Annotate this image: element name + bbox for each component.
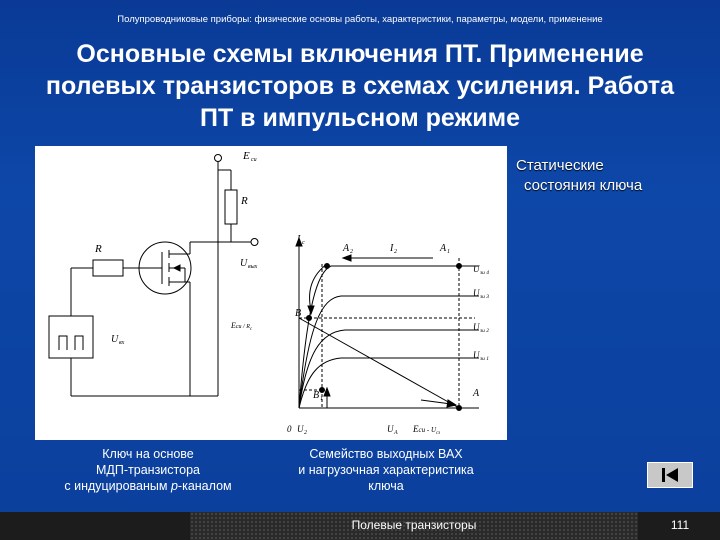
label-curve-u1-sub: зи 1: [480, 356, 490, 362]
label-r-load: R: [241, 195, 248, 207]
label-curve-u1: U: [473, 350, 480, 360]
title-line-3: ПТ в импульсном режиме: [199, 104, 520, 132]
label-b1-sub: 1: [320, 396, 323, 402]
point-b: [307, 316, 312, 321]
label-a2-sub: 2: [350, 249, 353, 255]
label-e-minus-u: Eси - $U_{сз}$: [413, 424, 441, 436]
supply-terminal: [215, 155, 222, 162]
footer-title: Полевые транзисторы: [351, 518, 477, 532]
circuit-caption-line-2: МДП-транзистора: [96, 463, 200, 477]
output-terminal: [251, 239, 258, 246]
label-u2: U: [297, 424, 304, 434]
gate-resistor: [93, 260, 123, 276]
output-characteristics: [296, 238, 479, 411]
label-u-in: U: [111, 334, 119, 345]
skip-to-start-icon: [659, 466, 681, 484]
label-ep-rc: Eси / $R_c$: [231, 321, 253, 332]
label-r-gate: R: [95, 243, 102, 255]
label-origin: 0: [287, 424, 292, 434]
figure-panel: [35, 146, 507, 440]
label-ic: I: [297, 234, 301, 245]
label-u1: U: [387, 424, 394, 434]
label-a1-sub: 1: [447, 249, 450, 255]
load-line: [299, 318, 459, 408]
point-b1: [320, 388, 325, 393]
course-topline: Полупроводниковые приборы: физические основы работы, характеристики, параметры, модели, применение: [117, 14, 603, 25]
label-i2-sub: 2: [394, 249, 397, 255]
input-generator: [49, 316, 93, 358]
switch-circuit: [49, 155, 258, 397]
point-a: [457, 406, 462, 411]
side-caption-line-2: состояния ключа: [524, 177, 643, 194]
label-u-in-sub: вх: [119, 340, 125, 346]
point-a1: [457, 264, 462, 269]
label-a2: A: [343, 243, 350, 254]
title-line-2: полевых транзисторов в схемах усиления. Работа: [45, 72, 675, 100]
label-b1: B: [313, 390, 320, 401]
label-i2: I: [390, 243, 394, 254]
label-curve-u3-sub: зи 3: [480, 294, 490, 300]
label-e-supply: E: [243, 150, 250, 162]
side-caption-line-1: Статические: [516, 157, 604, 174]
load-resistor: [225, 190, 237, 224]
vax-caption-line-2: и нагрузочная характеристика: [298, 463, 474, 477]
label-b: B: [295, 308, 302, 319]
figure-svg: [35, 146, 507, 440]
label-u-out: U: [240, 258, 248, 269]
vax-caption-line-1: Семейство выходных ВАХ: [309, 447, 463, 461]
label-a1: A: [440, 243, 447, 254]
curve-u1: [299, 358, 479, 408]
slide-title: [0, 38, 720, 134]
label-curve-u4: U: [473, 264, 480, 274]
circuit-caption-line-1: Ключ на основе: [102, 447, 194, 461]
label-curve-u2: U: [473, 322, 480, 332]
label-u1-sub: A: [394, 430, 398, 436]
point-a2: [325, 264, 330, 269]
label-e-supply-sub: си: [251, 157, 257, 163]
label-curve-u4-sub: зи 4: [480, 270, 490, 276]
vax-caption: [268, 446, 504, 494]
first-slide-button[interactable]: [647, 462, 693, 488]
label-u2-sub: 2: [304, 430, 307, 436]
title-line-1: Основные схемы включения ПТ. Применение: [76, 40, 644, 68]
label-u-out-sub: вых: [248, 264, 258, 270]
label-curve-u2-sub: зи 2: [480, 328, 490, 334]
circuit-caption-line-3: с индуцированым p-каналом: [64, 479, 232, 493]
label-a: A: [473, 388, 480, 399]
label-curve-u3: U: [473, 288, 480, 298]
side-caption: [516, 156, 696, 196]
page-number: 111: [670, 518, 690, 532]
label-ic-sub: c: [302, 240, 305, 246]
circuit-caption: [38, 446, 258, 494]
vax-caption-line-3: ключа: [368, 479, 404, 493]
